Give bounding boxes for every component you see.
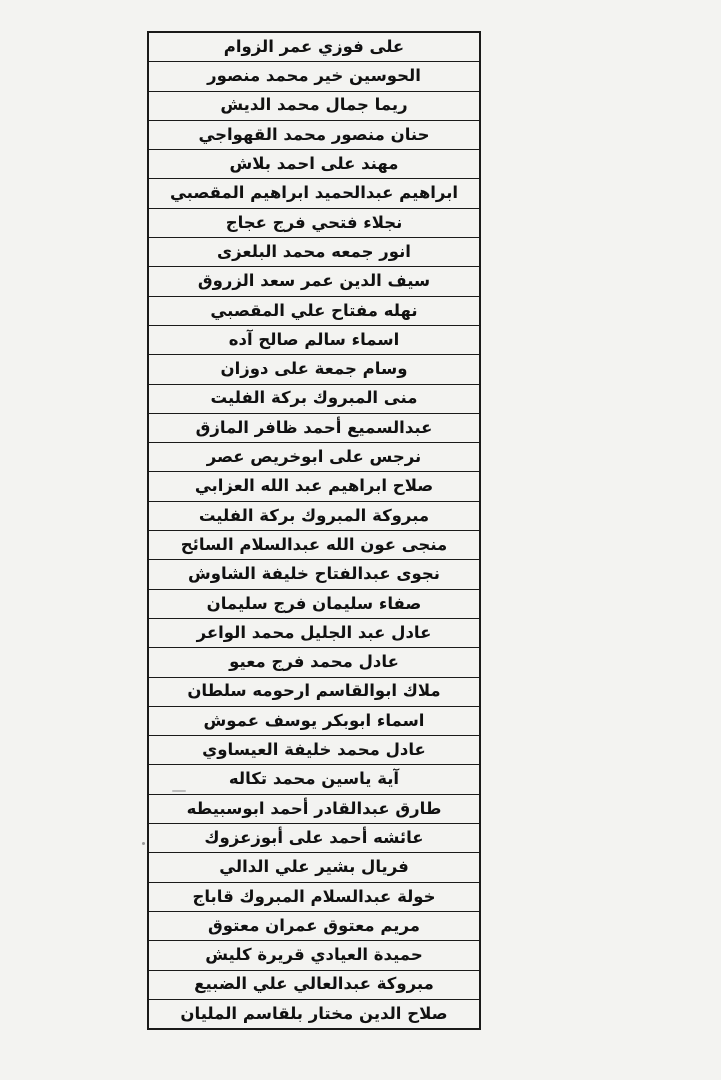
name-cell: نرجس على ابوخريص عصر — [148, 443, 480, 472]
names-table — [147, 31, 481, 1030]
table-row — [148, 824, 480, 853]
table-row — [148, 765, 480, 794]
table-row — [148, 208, 480, 237]
table-row — [148, 120, 480, 149]
table-row — [148, 911, 480, 940]
name-cell: ملاك ابوالقاسم ارحومه سلطان — [148, 677, 480, 706]
name-cell: عبدالسميع أحمد ظافر المازق — [148, 413, 480, 442]
table-row — [148, 882, 480, 911]
name-cell: صلاح الدين مختار بلقاسم المليان — [148, 999, 480, 1029]
name-cell: حميدة العيادي قريرة كليش — [148, 941, 480, 970]
name-cell: منجى عون الله عبدالسلام السائح — [148, 531, 480, 560]
name-cell: حنان منصور محمد القهواجي — [148, 120, 480, 149]
table-row — [148, 970, 480, 999]
name-cell: مبروكة المبروك بركة الفليت — [148, 501, 480, 530]
name-cell: طارق عبدالقادر أحمد ابوسبيطه — [148, 794, 480, 823]
name-cell: نجوى عبدالفتاح خليفة الشاوش — [148, 560, 480, 589]
table-row — [148, 91, 480, 120]
table-row — [148, 501, 480, 530]
name-cell: الحوسين خير محمد منصور — [148, 62, 480, 91]
table-row — [148, 736, 480, 765]
table-row — [148, 384, 480, 413]
table-row — [148, 150, 480, 179]
name-cell: فريال بشير علي الدالي — [148, 853, 480, 882]
table-row — [148, 589, 480, 618]
name-cell: اسماء سالم صالح آده — [148, 325, 480, 354]
table-row — [148, 413, 480, 442]
table-row — [148, 618, 480, 647]
name-cell: مهند على احمد بلاش — [148, 150, 480, 179]
name-cell: عادل عبد الجليل محمد الواعر — [148, 618, 480, 647]
scan-smudge — [172, 790, 186, 792]
table-row — [148, 62, 480, 91]
table-row — [148, 296, 480, 325]
name-cell: عادل محمد فرج معيو — [148, 648, 480, 677]
name-cell: مبروكة عبدالعالي علي الضبيع — [148, 970, 480, 999]
name-cell: صفاء سليمان فرج سليمان — [148, 589, 480, 618]
name-cell: ريما جمال محمد الديش — [148, 91, 480, 120]
name-cell: سيف الدين عمر سعد الزروق — [148, 267, 480, 296]
table-row — [148, 325, 480, 354]
table-row — [148, 794, 480, 823]
name-cell: عائشه أحمد على أبوزعزوك — [148, 824, 480, 853]
table-row — [148, 443, 480, 472]
table-row — [148, 355, 480, 384]
table-row — [148, 706, 480, 735]
name-cell: صلاح ابراهيم عبد الله العزابي — [148, 472, 480, 501]
scan-speck — [142, 842, 145, 845]
table-row — [148, 999, 480, 1029]
table-row — [148, 941, 480, 970]
table-row — [148, 677, 480, 706]
name-cell: نهله مفتاح علي المقصبي — [148, 296, 480, 325]
name-cell: عادل محمد خليفة العيساوي — [148, 736, 480, 765]
table-row — [148, 531, 480, 560]
table-row — [148, 267, 480, 296]
name-cell: انور جمعه محمد البلعزى — [148, 238, 480, 267]
table-row — [148, 648, 480, 677]
name-cell: على فوزي عمر الزوام — [223, 36, 405, 56]
name-cell: وسام جمعة على دوزان — [148, 355, 480, 384]
name-cell: آية ياسين محمد تكاله — [148, 765, 480, 794]
name-cell: مريم معتوق عمران معتوق — [148, 911, 480, 940]
table-row — [148, 32, 480, 62]
name-cell: ابراهيم عبدالحميد ابراهيم المقصبي — [148, 179, 480, 208]
name-cell: خولة عبدالسلام المبروك قاباج — [148, 882, 480, 911]
table-row — [148, 853, 480, 882]
name-cell: اسماء ابوبكر يوسف عموش — [148, 706, 480, 735]
table-row — [148, 238, 480, 267]
table-row — [148, 179, 480, 208]
table-row — [148, 472, 480, 501]
name-cell: منى المبروك بركة الفليت — [148, 384, 480, 413]
name-cell: نجلاء فتحي فرج عجاج — [148, 208, 480, 237]
names-table-body — [148, 32, 480, 1029]
table-row — [148, 560, 480, 589]
